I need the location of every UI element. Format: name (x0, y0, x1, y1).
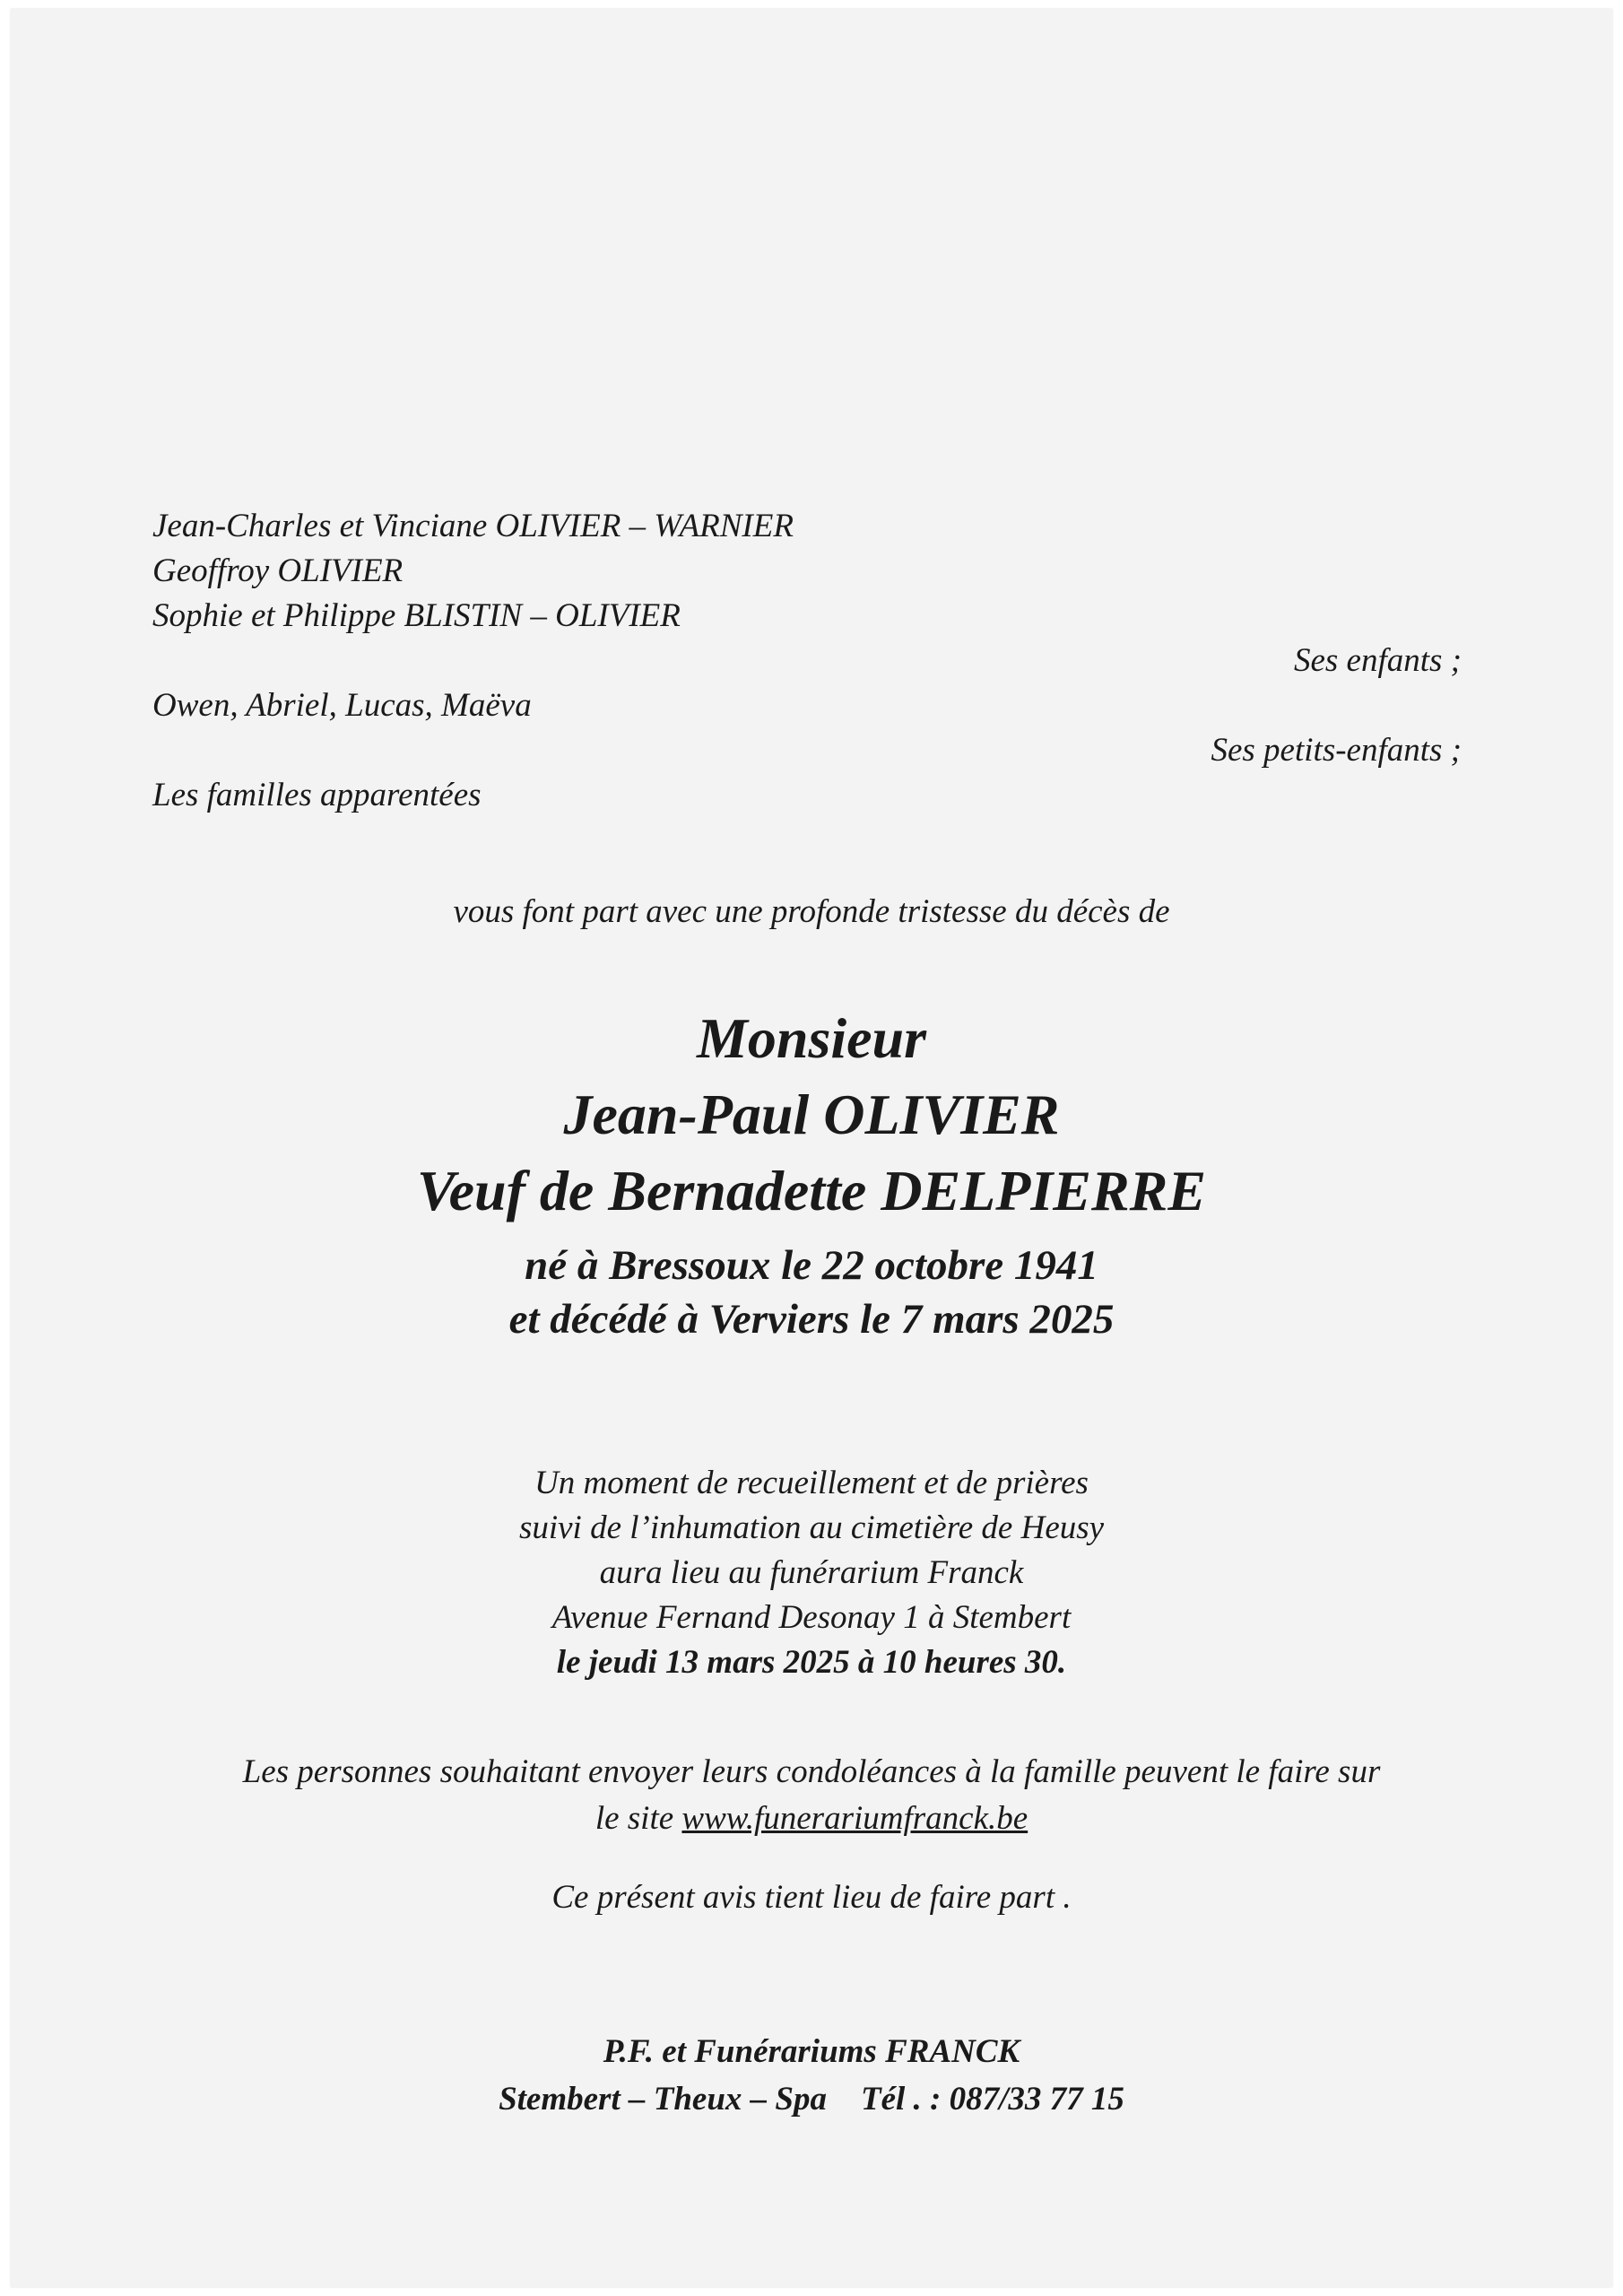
deceased-widower: Veuf de Bernadette DELPIERRE (416, 1159, 1207, 1222)
website-link[interactable]: www.funerariumfranck.be (681, 1800, 1028, 1837)
child-family-1: Jean-Charles et Vinciane OLIVIER – WARNIER (152, 508, 794, 544)
related-families: Les familles apparentées (152, 777, 482, 813)
ceremony-line-1: Un moment de recueillement et de prières (534, 1465, 1089, 1501)
ceremony-line-4: Avenue Fernand Desonay 1 à Stembert (551, 1599, 1072, 1636)
condolences-line-2 (11, 1797, 1612, 1840)
birth-info: né à Bressoux le 22 octobre 1941 (525, 1242, 1098, 1289)
children-role: Ses enfants ; (1293, 642, 1462, 679)
ceremony-line-2: suivi de l’inhumation au cimetière de Heusy (518, 1509, 1105, 1546)
funeral-home-name: P.F. et Funérariums FRANCK (603, 2033, 1020, 2070)
ceremony-date-time: le jeudi 13 mars 2025 à 10 heures 30. (556, 1644, 1067, 1681)
ceremony-line-3: aura lieu au funérarium Franck (599, 1554, 1024, 1591)
condolences-line-1: Les personnes souhaitant envoyer leurs condoléances à la famille peuvent le faire sur (242, 1753, 1381, 1790)
child-family-2: Geoffroy OLIVIER (152, 552, 404, 589)
deceased-name: Jean-Paul OLIVIER (563, 1083, 1060, 1146)
deceased-title: Monsieur (696, 1006, 927, 1070)
funeral-home-contact (11, 2078, 1612, 2121)
grandchildren-names: Owen, Abriel, Lucas, Maëva (152, 687, 532, 724)
grandchildren-role: Ses petits-enfants ; (1211, 732, 1462, 769)
funeral-home-locations: Stembert – Theux – Spa (499, 2081, 827, 2118)
obituary-page (11, 9, 1612, 2287)
child-family-3: Sophie et Philippe BLISTIN – OLIVIER (152, 597, 681, 634)
notice-text: Ce présent avis tient lieu de faire part . (551, 1879, 1072, 1916)
condolences-prefix: le site (595, 1800, 682, 1837)
funeral-home-phone: Tél . : 087/33 77 15 (861, 2081, 1124, 2118)
death-info: et décédé à Verviers le 7 mars 2025 (508, 1296, 1115, 1343)
announcement-text: vous font part avec une profonde tristesse du décès de (453, 893, 1170, 930)
